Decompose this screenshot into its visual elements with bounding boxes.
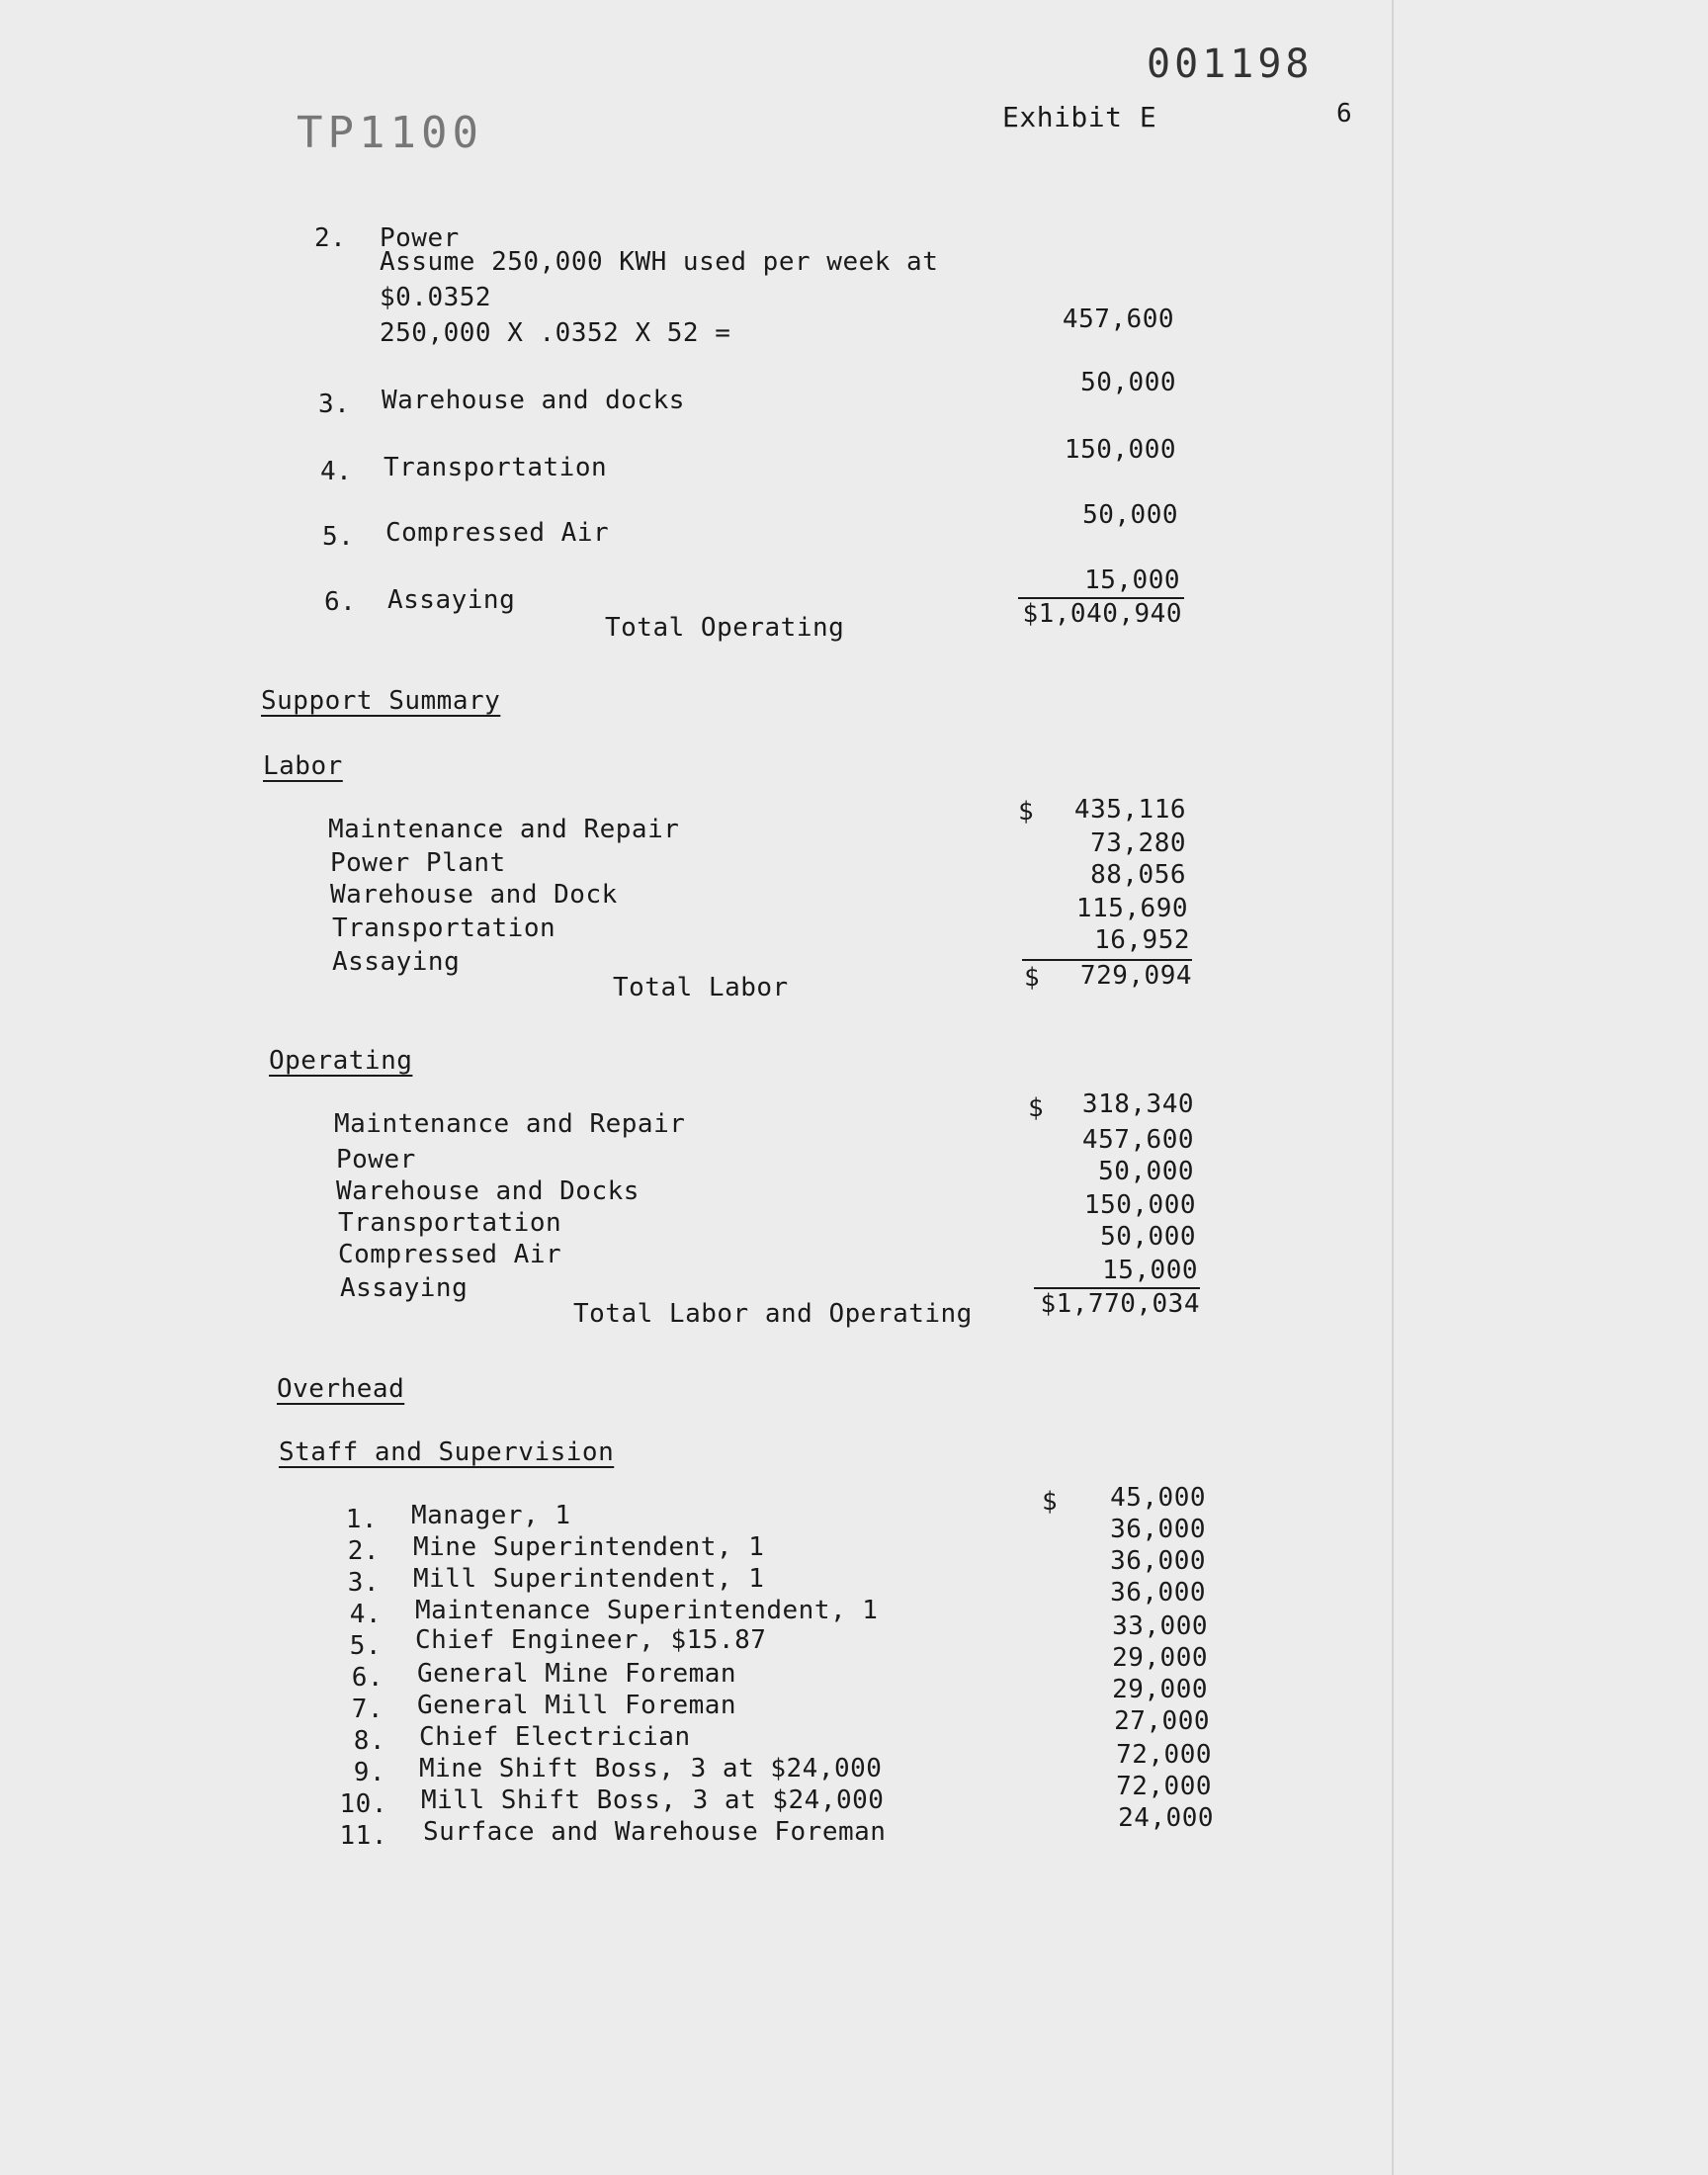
item-amount: 24,000 — [1118, 1803, 1214, 1833]
row-label: Maintenance and Repair — [334, 1109, 686, 1139]
item-label: General Mill Foreman — [417, 1691, 737, 1720]
item-amount: 50,000 — [1082, 500, 1178, 530]
item-number: 2. — [347, 1536, 380, 1566]
item-amount: 15,000 — [1084, 566, 1180, 595]
row-label: Warehouse and Dock — [330, 880, 618, 910]
item-amount: 50,000 — [1080, 368, 1176, 397]
row-label: Warehouse and Docks — [336, 1176, 640, 1206]
item-label: Maintenance Superintendent, 1 — [415, 1596, 879, 1625]
item-number: 9. — [353, 1758, 385, 1787]
item-number: 10. — [339, 1789, 387, 1819]
row-amount: 15,000 — [1102, 1256, 1198, 1285]
row-amount: 115,690 — [1075, 894, 1188, 923]
item-amount: 36,000 — [1110, 1578, 1206, 1608]
page-number: 6 — [1336, 99, 1353, 129]
item-amount: 45,000 — [1110, 1483, 1206, 1513]
item-detail: Assume 250,000 KWH used per week at — [380, 247, 939, 277]
item-number: 4. — [349, 1600, 382, 1629]
item-label: Transportation — [384, 453, 608, 482]
item-number: 5. — [349, 1631, 382, 1661]
row-amount: 435,116 — [1073, 795, 1186, 825]
item-amount: 36,000 — [1110, 1546, 1206, 1576]
item-amount: 29,000 — [1112, 1643, 1208, 1673]
item-label: Mine Superintendent, 1 — [413, 1532, 765, 1562]
item-label: Mine Shift Boss, 3 at $24,000 — [419, 1754, 883, 1784]
row-label: Maintenance and Repair — [328, 815, 680, 844]
row-label: Power Plant — [330, 848, 506, 878]
item-amount: 33,000 — [1112, 1611, 1208, 1641]
document-stamp: TP1100 — [297, 108, 483, 158]
item-detail: 250,000 X .0352 X 52 = — [380, 318, 731, 348]
staff-supervision-heading: Staff and Supervision — [279, 1437, 615, 1467]
row-label: Compressed Air — [338, 1240, 562, 1269]
exhibit-title: Exhibit E — [1002, 101, 1157, 133]
item-amount: 150,000 — [1064, 435, 1176, 465]
total-labor-operating-label: Total Labor and Operating — [573, 1299, 973, 1329]
item-amount: 27,000 — [1114, 1706, 1210, 1736]
row-amount: 318,340 — [1081, 1089, 1194, 1119]
labor-heading: Labor — [263, 751, 343, 781]
item-amount: 72,000 — [1116, 1772, 1212, 1801]
item-label: Mill Shift Boss, 3 at $24,000 — [421, 1785, 885, 1815]
item-number: 7. — [351, 1695, 384, 1724]
item-amount: 457,600 — [1062, 304, 1174, 334]
item-label: Assaying — [387, 585, 516, 615]
row-amount: 150,000 — [1083, 1190, 1196, 1220]
support-summary-heading: Support Summary — [261, 686, 501, 716]
operating-heading: Operating — [269, 1046, 413, 1076]
row-label: Assaying — [340, 1273, 469, 1303]
item-number: 6. — [324, 587, 357, 617]
row-amount: 16,952 — [1094, 925, 1190, 955]
row-amount: 50,000 — [1100, 1222, 1196, 1252]
item-number: 8. — [353, 1726, 385, 1756]
item-number: 4. — [320, 457, 353, 486]
row-amount: 50,000 — [1098, 1157, 1194, 1186]
currency-sign: $ — [1024, 963, 1041, 993]
row-label: Transportation — [338, 1208, 562, 1238]
row-amount: 73,280 — [1090, 828, 1186, 858]
total-labor-operating-amount: $1,770,034 — [1040, 1289, 1200, 1319]
item-amount: 36,000 — [1110, 1515, 1206, 1544]
item-detail: $0.0352 — [380, 283, 492, 312]
item-label: Power — [380, 223, 460, 253]
document-number: 001198 — [1147, 42, 1314, 87]
item-label: Warehouse and docks — [382, 386, 685, 415]
total-labor-amount: 729,094 — [1079, 961, 1192, 991]
item-label: Manager, 1 — [411, 1501, 571, 1530]
item-number: 1. — [345, 1505, 378, 1534]
currency-sign: $ — [1028, 1093, 1045, 1123]
row-amount: 88,056 — [1090, 860, 1186, 890]
item-number: 3. — [347, 1568, 380, 1598]
item-amount: 72,000 — [1116, 1740, 1212, 1770]
row-amount: 457,600 — [1081, 1125, 1194, 1155]
overhead-heading: Overhead — [277, 1374, 405, 1404]
total-operating-amount: $1,040,940 — [1022, 599, 1182, 629]
item-number: 2. — [314, 223, 347, 253]
item-label: Compressed Air — [385, 518, 610, 548]
item-label: General Mine Foreman — [417, 1659, 737, 1689]
row-label: Assaying — [332, 947, 461, 977]
item-number: 3. — [318, 390, 351, 419]
currency-sign: $ — [1042, 1487, 1059, 1517]
item-number: 11. — [339, 1821, 387, 1851]
item-amount: 29,000 — [1112, 1675, 1208, 1704]
row-label: Transportation — [332, 914, 556, 943]
item-label: Chief Engineer, $15.87 — [415, 1625, 767, 1655]
item-number: 6. — [351, 1663, 384, 1693]
total-operating-label: Total Operating — [605, 613, 845, 643]
item-label: Chief Electrician — [419, 1722, 691, 1752]
item-number: 5. — [322, 522, 355, 552]
row-label: Power — [336, 1145, 416, 1174]
item-label: Mill Superintendent, 1 — [413, 1564, 765, 1594]
total-labor-label: Total Labor — [613, 973, 789, 1002]
item-label: Surface and Warehouse Foreman — [423, 1817, 887, 1847]
currency-sign: $ — [1018, 797, 1035, 826]
